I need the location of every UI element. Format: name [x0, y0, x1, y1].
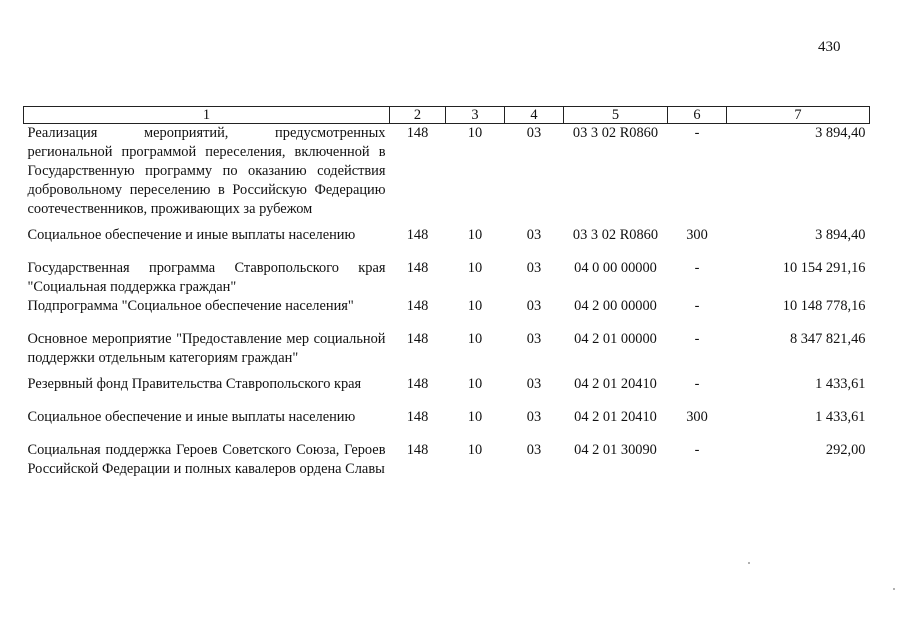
row-name: Основное мероприятие "Предоставление мер социальной поддержки отдельным категориям граждан"	[27, 331, 386, 366]
row-col-4: 03	[526, 442, 542, 458]
header-col-5: 5	[564, 107, 668, 124]
row-amount: 292,00	[825, 442, 866, 458]
row-amount: 3 894,40	[815, 227, 866, 243]
row-name: Социальная поддержка Героев Советского Союза, Героев Российской Федерации и полных кавалеров ордена Славы	[27, 442, 386, 477]
row-col-4: 03	[526, 409, 542, 425]
row-col-6: -	[694, 125, 700, 141]
row-col-5: 04 2 01 00000	[574, 331, 657, 347]
row-col-5: 04 2 01 20410	[574, 409, 657, 425]
row-col-3: 10	[467, 442, 483, 458]
scan-speck	[748, 562, 750, 564]
row-col-3: 10	[467, 125, 483, 141]
row-col-6: -	[694, 298, 700, 314]
row-col-3: 10	[467, 331, 483, 347]
table-row	[24, 226, 870, 245]
row-col-3: 10	[467, 298, 483, 314]
row-col-3: 10	[467, 409, 483, 425]
table-row	[24, 297, 870, 316]
row-col-6: -	[694, 260, 700, 276]
row-col-4: 03	[526, 125, 542, 141]
row-col-4: 03	[526, 227, 542, 243]
row-name: Социальное обеспечение и иные выплаты населению	[27, 409, 356, 425]
row-col-2: 148	[406, 298, 429, 314]
header-col-3: 3	[446, 107, 505, 124]
header-col-6: 6	[668, 107, 727, 124]
table-row	[24, 408, 870, 427]
header-col-4: 4	[505, 107, 564, 124]
header-row	[24, 107, 870, 124]
row-col-6: -	[694, 442, 700, 458]
row-name: Реализация мероприятий, предусмотренных региональной программой переселения, включенной в Государственную программу по оказанию содействия добровольному переселению в Российскую Федерацию соотечественников, проживающих за рубежом	[27, 125, 386, 217]
table-row	[24, 375, 870, 394]
budget-table	[23, 106, 870, 479]
row-col-4: 03	[526, 298, 542, 314]
row-col-2: 148	[406, 227, 429, 243]
row-col-4: 03	[526, 260, 542, 276]
row-name: Государственная программа Ставропольского края "Социальная поддержка граждан"	[27, 260, 386, 295]
table-row	[24, 124, 870, 220]
row-col-5: 03 3 02 R0860	[572, 227, 659, 243]
row-col-6: -	[694, 331, 700, 347]
header-col-2: 2	[390, 107, 446, 124]
row-col-5: 04 2 00 00000	[574, 298, 657, 314]
row-col-2: 148	[406, 125, 429, 141]
row-name: Резервный фонд Правительства Ставропольского края	[27, 376, 362, 392]
row-col-6: 300	[686, 227, 708, 243]
row-col-4: 03	[526, 331, 542, 347]
row-amount: 1 433,61	[815, 409, 866, 425]
row-col-4: 03	[526, 376, 542, 392]
header-col-7: 7	[727, 107, 870, 124]
row-col-5: 03 3 02 R0860	[572, 125, 659, 141]
row-col-2: 148	[406, 331, 429, 347]
row-name: Социальное обеспечение и иные выплаты населению	[27, 227, 356, 243]
scan-speck	[893, 588, 895, 590]
row-col-3: 10	[467, 260, 483, 276]
table-row	[24, 330, 870, 368]
row-col-5: 04 2 01 20410	[574, 376, 657, 392]
row-col-5: 04 2 01 30090	[574, 442, 657, 458]
row-amount: 1 433,61	[815, 376, 866, 392]
page-number: 430	[818, 39, 841, 55]
table-row	[24, 441, 870, 479]
row-col-6: 300	[686, 409, 708, 425]
row-name: Подпрограмма "Социальное обеспечение населения"	[27, 298, 354, 314]
row-col-6: -	[694, 376, 700, 392]
header-col-1: 1	[24, 107, 390, 124]
row-amount: 8 347 821,46	[789, 331, 866, 347]
row-col-3: 10	[467, 376, 483, 392]
row-col-3: 10	[467, 227, 483, 243]
row-amount: 3 894,40	[815, 125, 866, 141]
row-col-2: 148	[406, 442, 429, 458]
row-amount: 10 148 778,16	[782, 298, 866, 314]
row-col-2: 148	[406, 260, 429, 276]
row-col-2: 148	[406, 409, 429, 425]
table-row	[24, 259, 870, 297]
row-col-5: 04 0 00 00000	[574, 260, 657, 276]
row-col-2: 148	[406, 376, 429, 392]
row-amount: 10 154 291,16	[782, 260, 866, 276]
